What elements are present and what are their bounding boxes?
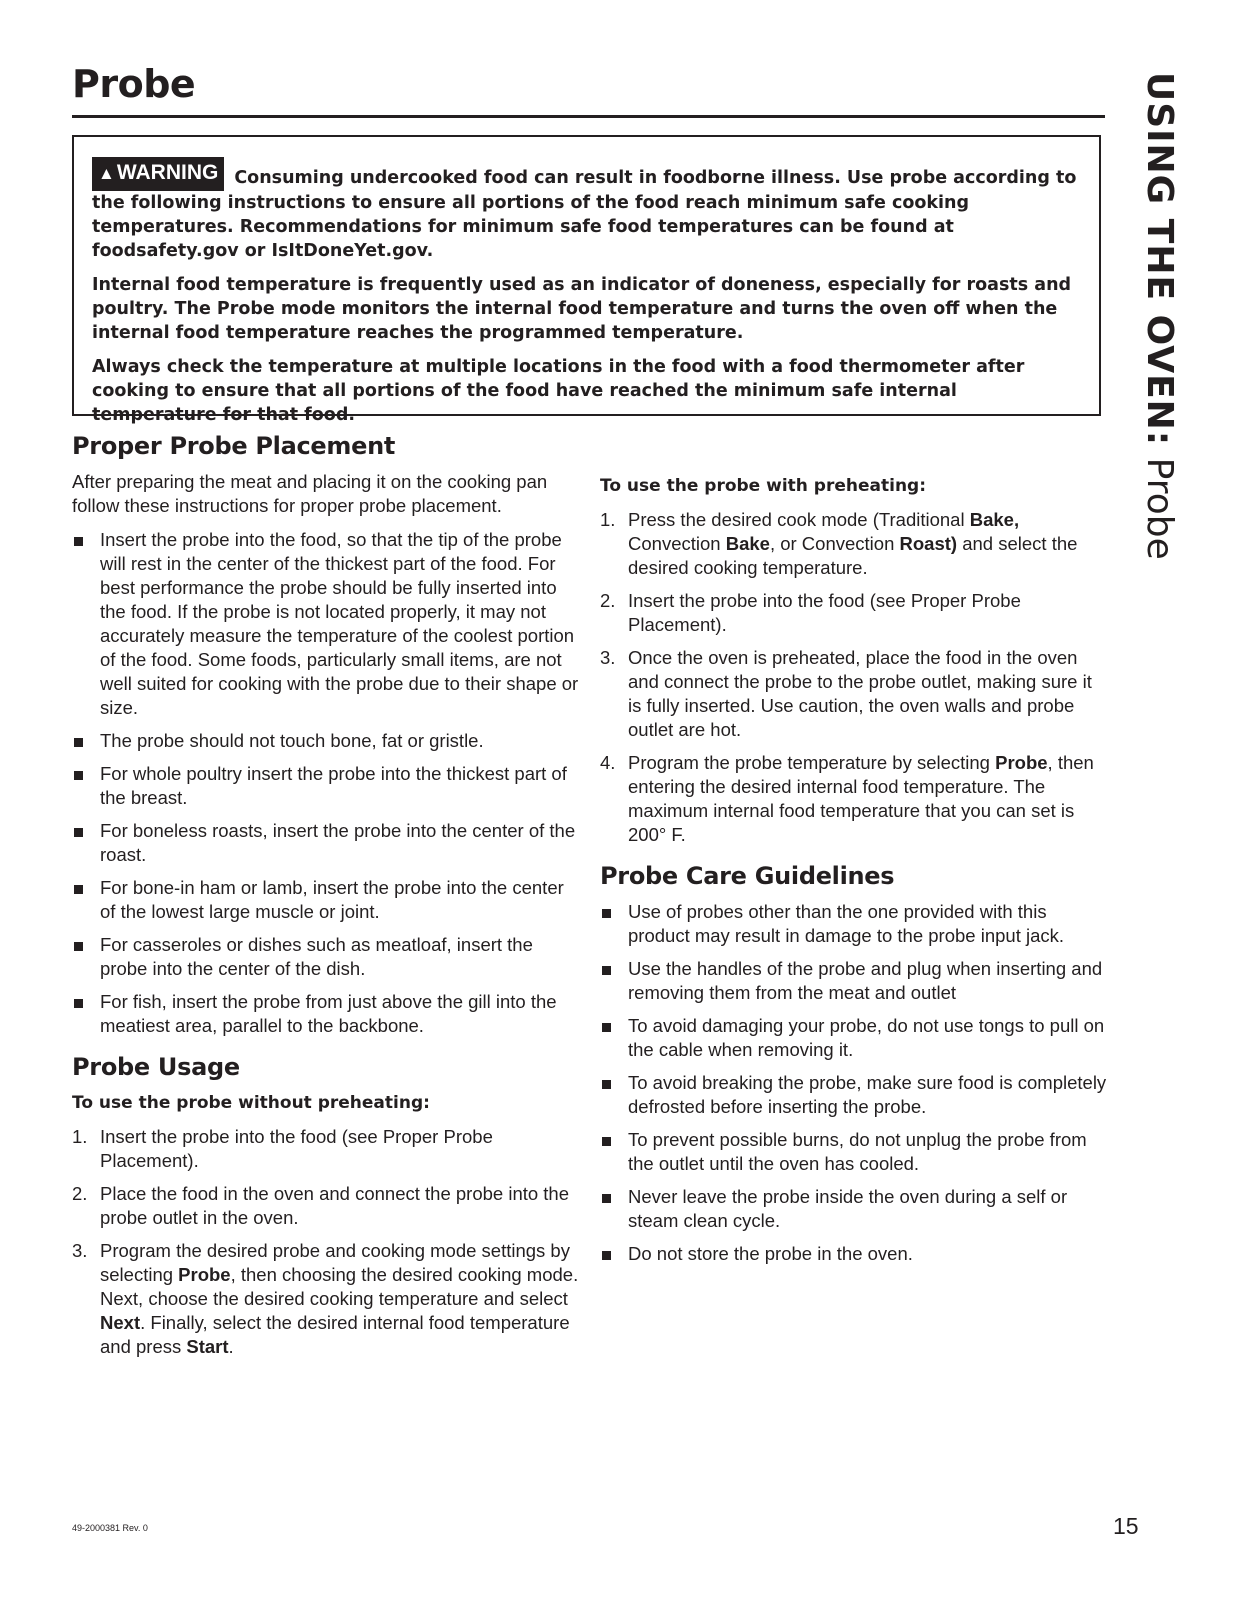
step-number: 4. (600, 752, 616, 773)
step-number: 2. (72, 1183, 88, 1204)
usage-heading: Probe Usage (72, 1053, 240, 1081)
step-keyword: Probe (178, 1264, 231, 1285)
step-item (600, 508, 1108, 580)
list-item: For casseroles or dishes such as meatloaf, insert the probe into the center of the dish. (72, 933, 582, 981)
step-keyword: Probe (995, 752, 1048, 773)
step-text: and select the desired cooking temperature. (628, 533, 1078, 578)
step-number: 1. (600, 509, 616, 530)
list-item: For boneless roasts, insert the probe into the center of the roast. (72, 819, 582, 867)
step-number: 1. (72, 1126, 88, 1147)
step-text: , then choosing the desired cooking mode. Next, choose the desired cooking temperature and select (100, 1264, 579, 1309)
step-keyword: Start (186, 1336, 229, 1357)
list-item: Do not store the probe in the oven. (600, 1242, 1108, 1266)
step-text: Program the probe temperature by selecting (628, 752, 996, 773)
warning-badge (92, 157, 224, 191)
list-item: Insert the probe into the food, so that the tip of the probe will rest in the center of the thickest part of the food. For best performance the probe should be fully inserted into the food. If the probe is not located properly, it may not accurately measure the temperature of the coolest portion of the food. Some foods, particularly small items, are not well suited for cooking with the probe due to their shape or size. (72, 528, 582, 720)
step-text: Press the desired cook mode (Traditional (628, 509, 970, 530)
title-rule (72, 115, 1105, 118)
step-item (72, 1125, 582, 1173)
step-text: , then entering the desired internal food temperature. The maximum internal food temperature that you can set is 200° F. (628, 752, 1094, 845)
step-keyword: Bake, (969, 509, 1020, 530)
list-item: Use the handles of the probe and plug when inserting and removing them from the meat and outlet (600, 957, 1108, 1005)
section-side-tab (1132, 72, 1182, 572)
list-item: Use of probes other than the one provided with this product may result in damage to the probe input jack. (600, 900, 1108, 948)
list-item: To avoid damaging your probe, do not use tongs to pull on the cable when removing it. (600, 1014, 1108, 1062)
step-text: Insert the probe into the food (see Proper Probe Placement). (100, 1126, 493, 1171)
step-number: 3. (72, 1240, 88, 1261)
side-tab-text (1139, 72, 1180, 560)
list-item: To prevent possible burns, do not unplug the probe from the outlet until the oven has cooled. (600, 1128, 1108, 1176)
with-preheat-heading: To use the probe with preheating: (600, 476, 927, 496)
step-keyword: Next (100, 1312, 141, 1333)
step-item (600, 646, 1108, 742)
step-item (600, 589, 1108, 637)
step-item (72, 1239, 582, 1359)
right-column (600, 474, 1108, 1275)
step-text: Convection (628, 533, 726, 554)
warning-paragraph-2: Internal food temperature is frequently used as an indicator of doneness, especially for roasts and poultry. The Probe mode monitors the internal food temperature and turns the oven off when the internal food temperature reaches the programmed temperature. (92, 275, 1072, 343)
step-item (600, 751, 1108, 847)
side-tab-light: Probe (1139, 446, 1180, 560)
placement-heading: Proper Probe Placement (72, 432, 396, 460)
document-code: 49-2000381 Rev. 0 (72, 1523, 148, 1533)
list-item: Never leave the probe inside the oven during a self or steam clean cycle. (600, 1185, 1108, 1233)
without-preheat-heading: To use the probe without preheating: (72, 1093, 430, 1113)
with-preheat-steps (600, 508, 1108, 847)
step-text: Place the food in the oven and connect the probe into the probe outlet in the oven. (100, 1183, 570, 1228)
warning-paragraph-1 (92, 157, 1081, 263)
step-keyword: Bake (725, 533, 770, 554)
list-item: For bone-in ham or lamb, insert the probe into the center of the lowest large muscle or joint. (72, 876, 582, 924)
step-item (72, 1182, 582, 1230)
placement-intro: After preparing the meat and placing it on the cooking pan follow these instructions for proper probe placement. (72, 471, 548, 516)
step-text: . (228, 1336, 234, 1357)
warning-badge-label: WARNING (116, 161, 219, 184)
step-keyword: Roast) (899, 533, 958, 554)
left-column (72, 432, 582, 1368)
care-heading: Probe Care Guidelines (600, 862, 895, 890)
list-item: The probe should not touch bone, fat or gristle. (72, 729, 582, 753)
warning-box (72, 135, 1101, 425)
step-text: Once the oven is preheated, place the food in the oven and connect the probe to the probe outlet, making sure it is fully inserted. Use caution, the oven walls and probe outlet are hot. (628, 647, 1092, 740)
warning-text-1: Consuming undercooked food can result in foodborne illness. Use probe according to the following instructions to ensure all portions of the food reach minimum safe cooking temperatures. Recommendations for minimum safe food temperatures can be found at foodsafety.gov or IsItDoneYet.gov. (92, 168, 1077, 261)
warning-paragraph-3: Always check the temperature at multiple locations in the food with a food thermometer after cooking to ensure that all portions of the food have reached the minimum safe internal temperature for that food. (92, 357, 1025, 425)
list-item: For whole poultry insert the probe into the thickest part of the breast. (72, 762, 582, 810)
list-item: To avoid breaking the probe, make sure food is completely defrosted before inserting the probe. (600, 1071, 1108, 1119)
step-number: 2. (600, 590, 616, 611)
warning-triangle-icon: ▲ (98, 164, 115, 183)
step-text: , or Convection (769, 533, 900, 554)
step-text: Program the desired probe and cooking mode settings by selecting (100, 1240, 570, 1285)
care-list (600, 900, 1108, 1266)
step-text: . Finally, select the desired internal food temperature and press (100, 1312, 570, 1357)
step-number: 3. (600, 647, 616, 668)
placement-list (72, 528, 582, 1038)
side-tab-bold: USING THE OVEN: (1139, 72, 1180, 447)
list-item: For fish, insert the probe from just above the gill into the meatiest area, parallel to the backbone. (72, 990, 582, 1038)
step-text: Insert the probe into the food (see Proper Probe Placement). (628, 590, 1021, 635)
page-number: 15 (1113, 1513, 1139, 1539)
page-title: Probe (72, 62, 196, 106)
without-preheat-steps (72, 1125, 582, 1359)
